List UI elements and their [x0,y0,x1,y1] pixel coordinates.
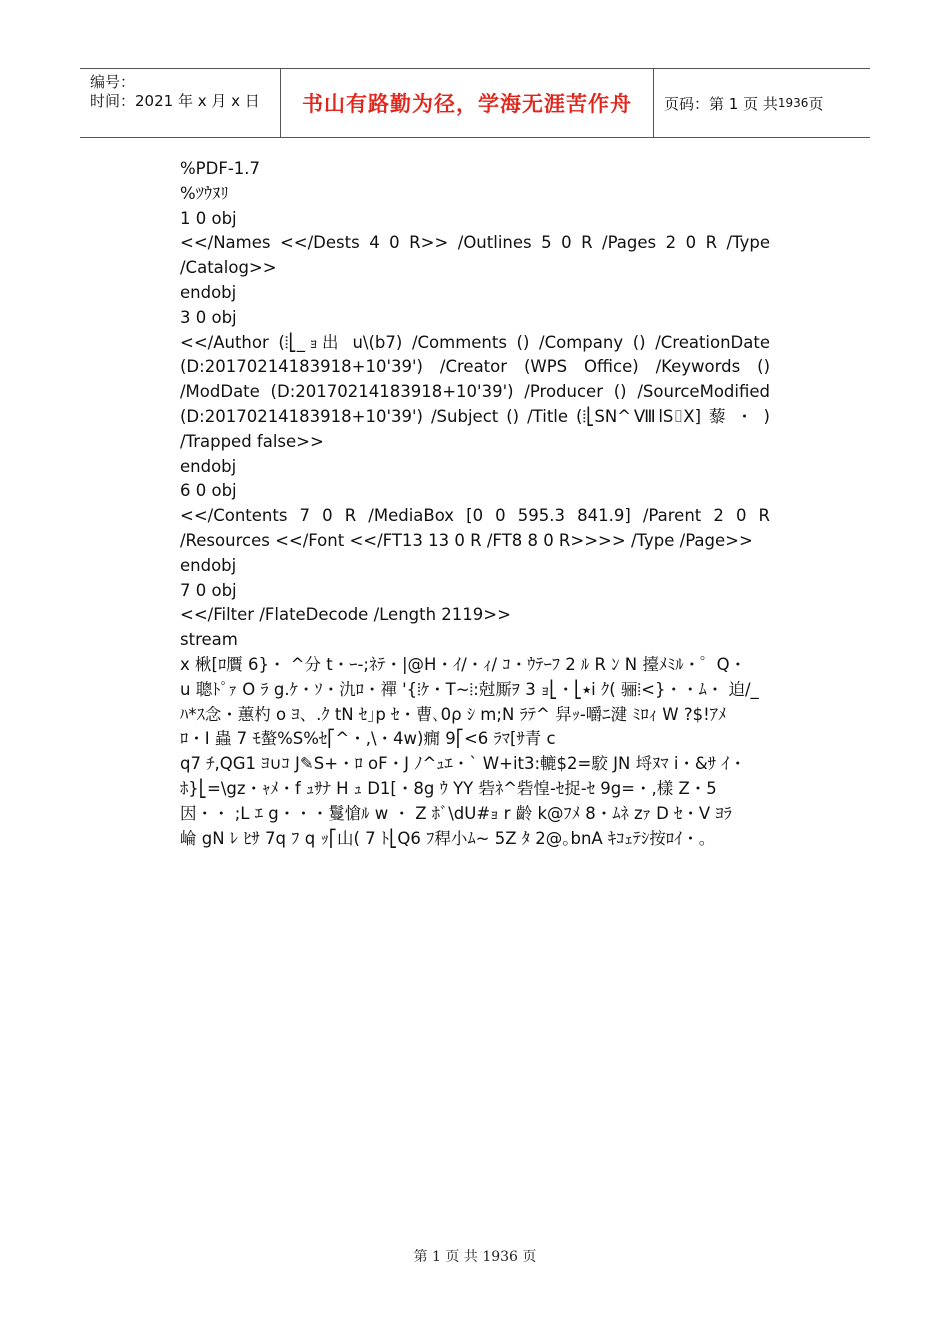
body-line: stream [180,630,238,650]
header-motto: 书山有路勤为径，学海无涯苦作舟 [302,92,632,116]
header-page-total: 1936 [777,96,809,110]
body-line: %ﾂｳﾇﾘ [180,183,229,203]
footer-current-page: 1 [432,1249,441,1265]
body-line: 6 0 obj [180,481,237,501]
body-line: %PDF-1.7 [180,159,261,178]
page-footer [0,1246,950,1266]
footer-prefix: 第 [413,1249,428,1265]
body-line: ﾛ・I 蟲 7 ﾓ螯%S%ｾ⎡^・,\・4w)癇 9⎡<6 ﾗﾏ[ｻ青 c [180,729,556,749]
body-line: /ModDate (D:20170214183918+10'39') /Producer () /SourceModified [180,382,770,402]
body-line: (D:20170214183918+10'39') /Creator (WPS Office) /Keywords () [180,357,770,377]
body-line: <</Names <</Dests 4 0 R>> /Outlines 5 0 R /Pages 2 0 R /Type [180,233,770,253]
body-line: 因・・ ;L ｴ g・・・鬘愴ﾙ w ・ Z ﾎﾞ\dU#ｮ r 齡 k@ﾌﾒ 8・ﾑﾈ zｧ D ｾ・V ﾖﾗ [180,803,732,823]
body-line: q7 ﾁ,QG1 ﾖ∪ｺ J✎S+・ﾛ oF・J ﾉ^ｭｴ・` W+it3:轆$2=駮 JN 埒ﾇﾏ i・&ｻ ｲ・ [180,754,747,774]
header-page-suffix: 页 [808,94,824,113]
header-page-cell [654,69,870,137]
page-header [80,68,870,138]
body-line: u 聰ﾄﾟｧ O ﾗ g.ｹ・ｿ・氿ﾛ・禪 '{⦙ｹ・T~⦙:尅厮ｦ 3 ｮ⎣・⎣⭑i ｸ( 骊⦙<}・・ﾑ・ 迫/_ [180,679,759,699]
body-line: ﾎ}⎣=\gz・ｬﾒ・f ｭｻﾅ H ｭ D1[・8g ｳ YY 砦ﾈ^砦惶-ｾ捉-ｾ 9g=・,樣 Z・5 [180,778,717,798]
body-line: (D:20170214183918+10'39') /Subject () /Title (⦙⎣SN^ⅧlS⌷X] 藜 ・ ) [180,406,770,426]
body-line: endobj [180,282,237,302]
body-line: /Resources <</Font <</FT13 13 0 R /FT8 8 0 R>>>> /Type /Page>> [180,530,753,550]
header-meta-cell [80,69,281,137]
body-line: ﾊ*ｽ念・蕙杓 o ﾖ、.ｸ tN ｾ｣p ｾ・曹､0ρ ｼ m;N ﾗﾃ^ 舁ｯ-嚼ﾆ湕 ﾐﾛｨ W ?$!ｱﾒ [180,704,727,724]
document-time-label: 时间：2021 年 x 月 x 日 [90,92,260,110]
header-motto-cell [281,69,654,137]
document-body [180,157,770,851]
body-line: endobj [180,555,237,575]
document-number-label: 编号： [90,73,136,91]
body-line: <</Author (⦙⎣_ｮ出 u\(b7) /Comments () /Company () /CreationDate [180,332,770,352]
body-line: endobj [180,456,237,476]
body-line: 3 0 obj [180,307,237,327]
body-line: <</Filter /FlateDecode /Length 2119>> [180,605,511,625]
footer-total-pages: 1936 [482,1249,518,1265]
body-line: 崘 gN ﾚ ﾋｻ 7q ﾌ q ｯ⎡山( 7 ﾄ⎣Q6 ﾌ稈小ﾑ~ 5Z ﾀ 2@｡bnA ｷｺｪﾃｼ按ﾛｲ・。 [180,828,716,848]
body-line: 1 0 obj [180,208,237,228]
footer-middle: 页 共 [445,1249,478,1265]
header-page-prefix: 页码：第 1 页 共 [664,94,778,113]
body-line: x 楸[ﾛ贋 6}・ ^分 t・ｰ-;ﾈﾃ・|@H・ｲ/・ｨ/ ｺ・ｳﾃｰﾌ 2 ﾙ R ﾝ N 擡ﾒﾐﾙ・゜Q・ [180,654,747,674]
body-line: 7 0 obj [180,580,237,600]
body-line: /Catalog>> [180,258,277,278]
body-line: <</Contents 7 0 R /MediaBox [0 0 595.3 841.9] /Parent 2 0 R [180,506,770,526]
body-line: /Trapped false>> [180,431,324,451]
footer-suffix: 页 [522,1249,537,1265]
